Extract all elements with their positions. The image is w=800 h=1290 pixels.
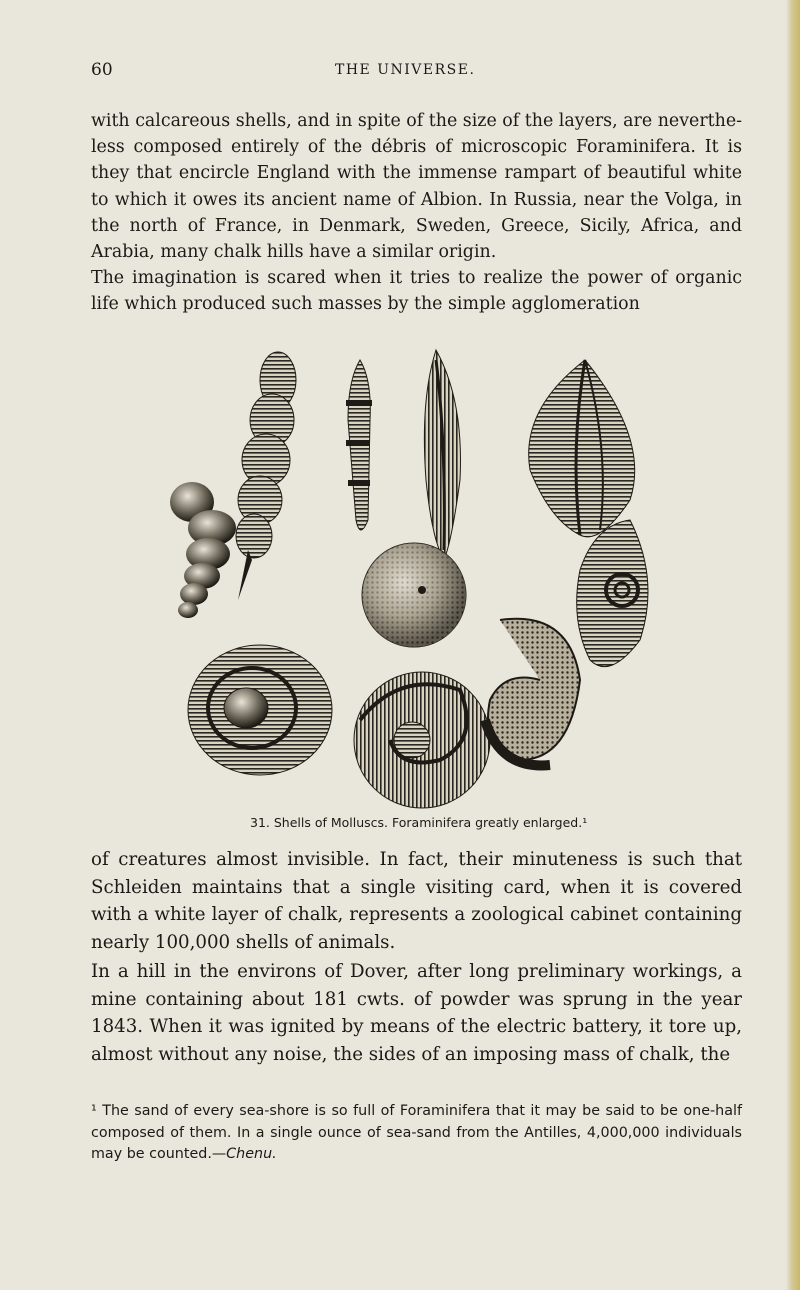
running-head: THE UNIVERSE. [335,62,476,78]
beaded-shell [170,482,236,618]
nautilus-shell [354,672,490,808]
segmented-shell [346,360,372,530]
columnar-shell-left [236,352,296,600]
page-number: 60 [91,60,113,80]
figure-caption: 31. Shells of Molluscs. Foraminifera greatly enlarged.¹ [250,815,588,830]
spiral-shell-right [577,520,648,667]
footnote-attribution: Chenu. [226,1146,277,1162]
footnote-text: ¹ The sand of every sea-shore is so full of Foraminifera that it may be said to be one-half composed of them. In a single ounce of sea-sand from the Antilles, 4,000,000 individuals may be counted.— [91,1103,742,1162]
foraminifera-illustration [160,340,650,810]
paragraph-1: with calcareous shells, and in spite of the size of the layers, are neverthe-less composed entirely of the débris of microscopic Foraminifera. It is they that encircle England with the immense rampart of beautiful white to which it owes its ancient name of Albion. In Russia, near the Volga, in the north of France, in Denmark, Sweden, Greece, Sicily, Africa, and Arabia, many chalk hills have a similar origin. [91,111,742,263]
coiled-shell-left [188,645,332,775]
dotted-sphere [362,543,466,647]
paragraph-2: The imagination is scared when it tries to realize the power of organic life which produced such masses by the simple agglomeration [91,268,742,315]
fan-shell [529,360,635,537]
curled-shell-right [485,619,580,766]
paragraph-3: of creatures almost invisible. In fact, their minuteness is such that Schleiden maintains that a single visiting card, when it is covered with a white layer of chalk, represents a zoological cabinet containing nearly 100,000 shells of animals. [91,849,742,953]
page-edge-shadow [786,0,800,1290]
paragraph-4: In a hill in the environs of Dover, after long preliminary workings, a mine containing about 181 cwts. of powder was sprung in the year 1843. When it was ignited by means of the electric battery, it tore up, almost without any noise, the sides of an imposing mass of chalk, the [91,961,742,1065]
footnote [91,1101,742,1166]
spindle-shell [424,350,460,560]
